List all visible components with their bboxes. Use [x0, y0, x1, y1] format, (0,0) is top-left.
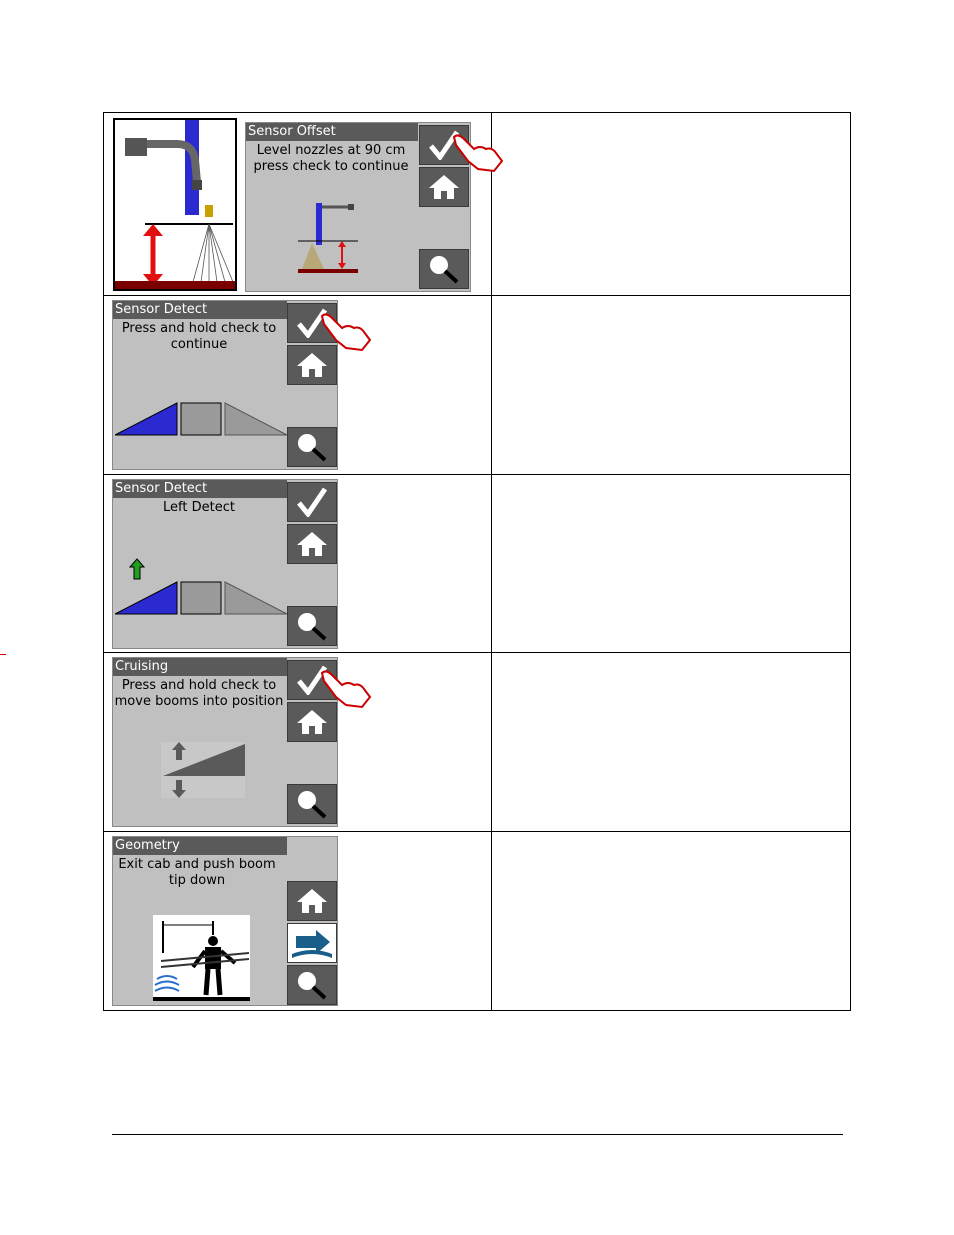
message-line-2: continue — [170, 337, 228, 352]
magnifier-icon — [296, 970, 328, 1000]
message-line-2: press check to continue — [253, 159, 409, 174]
home-button[interactable] — [419, 167, 469, 207]
screen-title: Sensor Detect — [113, 480, 287, 498]
home-icon — [427, 173, 461, 201]
home-icon — [295, 351, 329, 379]
table-row-geometry — [104, 832, 850, 1010]
check-icon — [296, 487, 328, 517]
cruising-screen — [112, 657, 338, 827]
home-icon — [295, 530, 329, 558]
search-button[interactable] — [287, 606, 337, 646]
manual-next-button[interactable] — [287, 923, 337, 963]
magnifier-icon — [428, 254, 460, 284]
screen-message — [246, 143, 416, 175]
magnifier-icon — [296, 432, 328, 462]
boom-diagram — [115, 401, 287, 441]
nozzle-preview-image — [296, 203, 360, 275]
message-line-1: Press and hold check to — [121, 678, 277, 693]
boom-raise-lower-diagram — [161, 740, 247, 804]
screen-message — [113, 500, 285, 516]
pointing-hand-icon — [450, 133, 504, 173]
manual-arrow-icon — [290, 926, 334, 960]
column-divider — [491, 296, 492, 474]
sensor-offset-screen — [245, 122, 471, 292]
geometry-screen — [112, 836, 338, 1006]
magnifier-icon — [296, 611, 328, 641]
check-button[interactable] — [287, 482, 337, 522]
screen-title: Sensor Detect — [113, 301, 287, 319]
magnifier-icon — [296, 789, 328, 819]
table-row-left-detect — [104, 475, 850, 653]
screen-title: Geometry — [113, 837, 287, 855]
screen-title: Sensor Offset — [246, 123, 418, 141]
search-button[interactable] — [287, 427, 337, 467]
column-divider — [491, 832, 492, 1010]
home-button[interactable] — [287, 881, 337, 921]
message-line-1: Level nozzles at 90 cm — [256, 143, 406, 158]
home-icon — [295, 708, 329, 736]
left-detect-screen — [112, 479, 338, 649]
instruction-table — [103, 112, 851, 1011]
home-button[interactable] — [287, 524, 337, 564]
column-divider — [491, 653, 492, 831]
up-arrow-icon — [129, 558, 145, 580]
table-row-sensor-offset — [104, 113, 850, 296]
message-line-1: Left Detect — [163, 500, 235, 515]
column-divider — [491, 475, 492, 652]
screen-title: Cruising — [113, 658, 287, 676]
table-row-cruising — [104, 653, 850, 832]
message-line-1: Press and hold check to — [121, 321, 277, 336]
search-button[interactable] — [287, 965, 337, 1005]
boom-diagram — [115, 580, 287, 620]
screen-message — [113, 857, 281, 889]
message-line-1: Exit cab and push boom — [118, 857, 276, 872]
pointing-hand-icon — [318, 669, 372, 709]
message-line-2: move booms into position — [114, 694, 284, 709]
operator-boom-illustration — [153, 915, 250, 1001]
footer-rule — [112, 1134, 843, 1135]
screen-message — [113, 678, 285, 710]
search-button[interactable] — [419, 249, 469, 289]
screen-message — [113, 321, 285, 353]
pointing-hand-icon — [318, 312, 372, 352]
message-line-2: tip down — [168, 873, 226, 888]
home-icon — [295, 887, 329, 915]
margin-mark — [0, 654, 6, 655]
sensor-detect-screen — [112, 300, 338, 470]
search-button[interactable] — [287, 784, 337, 824]
nozzle-height-illustration — [113, 118, 237, 291]
table-row-sensor-detect — [104, 296, 850, 475]
